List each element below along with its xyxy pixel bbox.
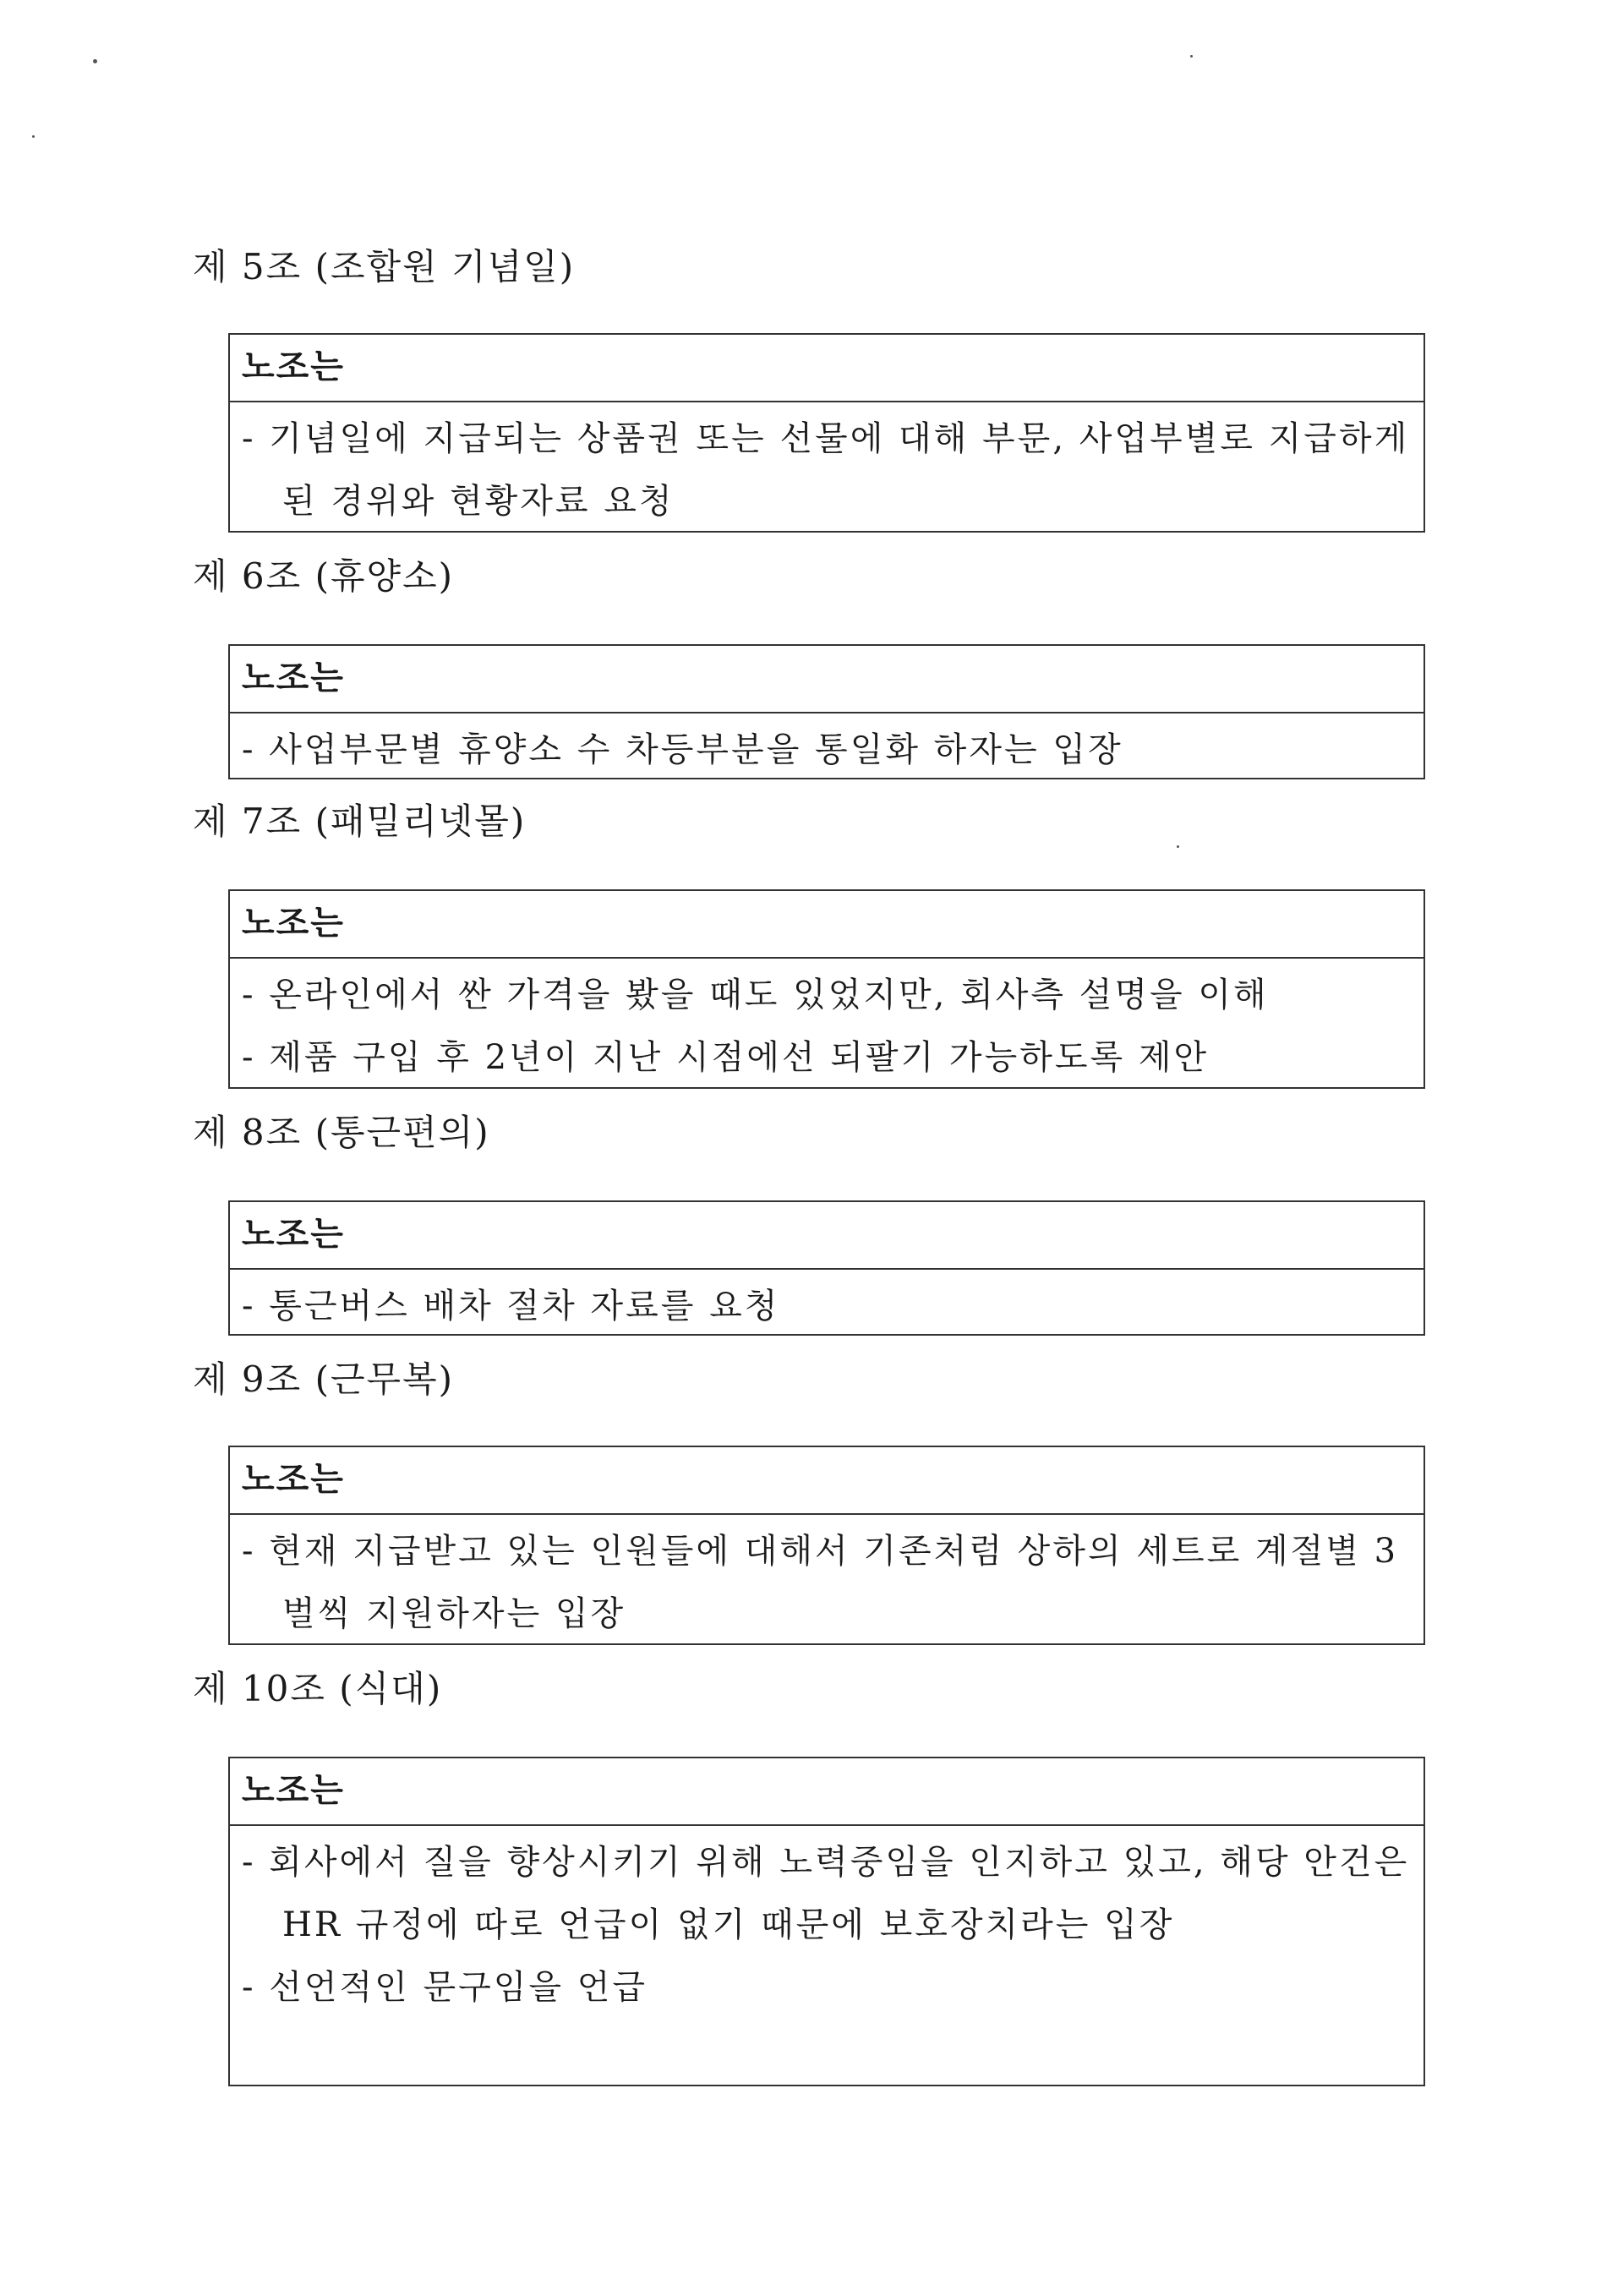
article-7 [193, 796, 1427, 847]
list-item: - 기념일에 지급되는 상품권 또는 선물에 대해 부문, 사업부별로 지급하게 된 경위와 현황자료 요청 [242, 419, 1410, 521]
article-6 [193, 551, 1427, 602]
box-header: 노조는 [230, 891, 1424, 959]
box-body [230, 959, 1424, 1094]
article-5 [193, 242, 1427, 292]
article-title: 제 6조 (휴양소) [193, 555, 455, 597]
article-9 [193, 1354, 1427, 1405]
scan-speck [93, 59, 97, 63]
box-header: 노조는 [230, 1202, 1424, 1270]
article-title: 제 9조 (근무복) [193, 1358, 455, 1400]
box-body [230, 1515, 1424, 1650]
article-7-box [228, 889, 1425, 1089]
box-header: 노조는 [230, 335, 1424, 402]
box-body [230, 1270, 1424, 1342]
article-6-box [228, 644, 1425, 779]
article-title: 제 10조 (식대) [193, 1668, 443, 1709]
list-item: - 회사에서 질을 향상시키기 위해 노력중임을 인지하고 있고, 해당 안건은 HR 규정에 따로 언급이 없기 때문에 보호장치라는 입장 [242, 1843, 1410, 1944]
article-9-box [228, 1446, 1425, 1645]
box-header: 노조는 [230, 1758, 1424, 1826]
list-item: - 선언적인 문구임을 언급 [242, 1968, 648, 2007]
list-item: - 현재 지급받고 있는 인원들에 대해서 기존처럼 상하의 세트로 계절별 3벌씩 지원하자는 입장 [242, 1532, 1399, 1633]
box-header: 노조는 [230, 646, 1424, 713]
scan-speck [32, 135, 35, 138]
box-body [230, 402, 1424, 538]
article-5-box [228, 333, 1425, 533]
box-body [230, 1826, 1424, 2024]
scan-speck [1190, 55, 1193, 57]
article-8-box [228, 1200, 1425, 1336]
article-8 [193, 1107, 1427, 1158]
list-item: - 통근버스 배차 절차 자료를 요청 [242, 1287, 780, 1326]
article-10 [193, 1664, 1427, 1714]
article-10-box [228, 1757, 1425, 2086]
article-title: 제 8조 (통근편의) [193, 1112, 490, 1153]
list-item: - 제품 구입 후 2년이 지난 시점에선 되팔기 가능하도록 제안 [242, 1038, 1210, 1077]
box-header: 노조는 [230, 1447, 1424, 1515]
box-body [230, 713, 1424, 786]
list-item: - 사업부문별 휴양소 수 차등부분을 통일화 하자는 입장 [242, 730, 1123, 769]
list-item: - 온라인에서 싼 가격을 봤을 때도 있었지만, 회사측 설명을 이해 [242, 976, 1269, 1014]
article-title: 제 7조 (패밀리넷몰) [193, 801, 527, 842]
article-title: 제 5조 (조합원 기념일) [193, 246, 576, 287]
